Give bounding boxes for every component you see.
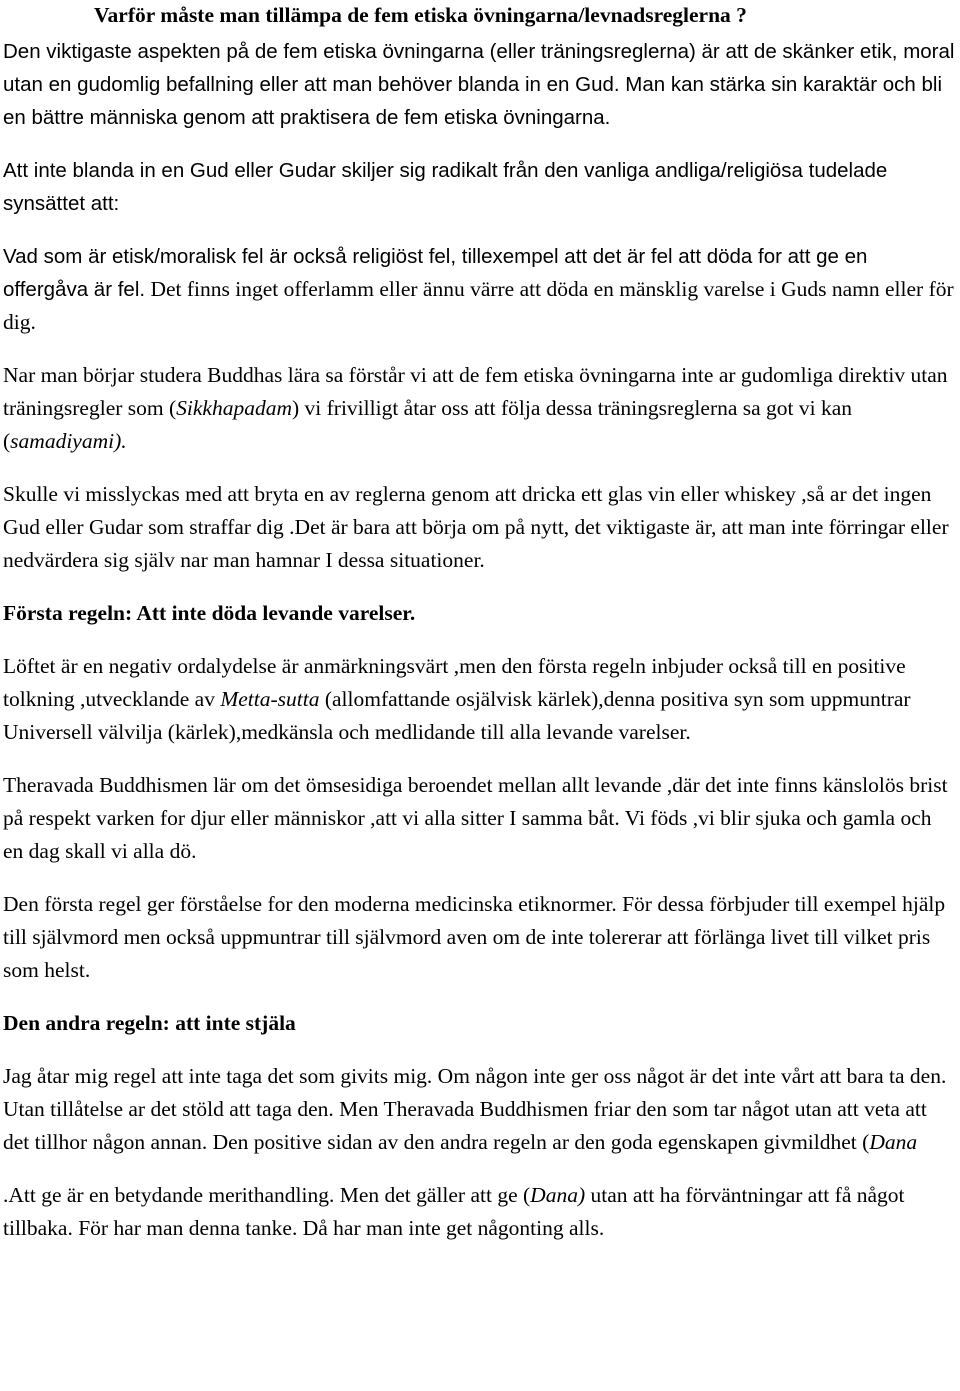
- text-span: Löftet är en negativ ordalydelse är anmärkningsvärt ,men den första regeln inbjuder också till en positive tolkning ,utvecklande av: [3, 654, 906, 711]
- text-span: (allomfattande osjälvisk kärlek),denna positiva syn som uppmuntrar Universell välvilja (kärlek),medkänsla och medlidande till alla levande varelser.: [3, 687, 911, 744]
- text-span: Jag åtar mig regel att inte taga det som givits mig. Om någon inte ger oss något är det inte vårt att bara ta den. Utan tillåtelse ar det stöld att taga den. Men Theravada Buddhismen friar den som tar något utan att veta att det tillhor någon annan. Den positive sidan av den andra regeln ar den goda egenskapen givmildhet (: [3, 1064, 947, 1154]
- term-metta-sutta: Metta-sutta: [220, 687, 320, 711]
- document-page: [3, 0, 957, 1245]
- document-title: Varför måste man tillämpa de fem etiska övningarna/levnadsreglerna ?: [94, 3, 747, 27]
- text-span: .Att ge är en betydande merithandling. Men det gäller att ge (: [3, 1183, 531, 1207]
- paragraph-not-stealing: [3, 1060, 957, 1159]
- paragraph-theravada: Theravada Buddhismen lär om det ömsesidiga beroendet mellan allt levande ,där det inte finns känslolös brist på respekt varken for djur eller människor ,att vi alla sitter I samma båt. Vi föds ,vi blir sjuka och gamla och en dag skall vi alla dö.: [3, 773, 948, 863]
- paragraph-metta: [3, 650, 957, 749]
- paragraph-intro: Den viktigaste aspekten på de fem etiska övningarna (eller träningsreglerna) är att de skänker etik, moral utan en gudomlig befallning eller att man behöver blanda in en Gud. Man kan stärka sin karaktär och bli en bättre människa genom att praktisera de fem etiska övningarna.: [3, 40, 955, 129]
- term-dana: Dana: [869, 1130, 918, 1154]
- paragraph-moral-wrong-part1: Vad som är etisk/moralisk fel är också religiöst fel, tillexempel att det är fel att döda for att ge en offergåva är fel.: [3, 245, 868, 301]
- term-sikkhapadam: Sikkhapadam: [176, 396, 292, 420]
- term-dana-2: Dana): [530, 1183, 586, 1207]
- text-span: Nar man börjar studera Buddhas lära sa förstår vi att de fem etiska övningarna inte ar gudomliga direktiv utan träningsregler som (: [3, 363, 948, 420]
- heading-first-precept: Första regeln: Att inte döda levande varelser.: [3, 601, 416, 625]
- paragraph-buddha-teaching: [3, 359, 957, 458]
- paragraph-moral-wrong-part2: Det finns inget offerlamm eller ännu värre att döda en mänsklig varelse i Guds namn eller för dig.: [3, 277, 954, 334]
- paragraph-failure: Skulle vi misslyckas med att bryta en av reglerna genom att dricka ett glas vin eller whiskey ,så ar det ingen Gud eller Gudar som straffar dig .Det är bara att börja om på nytt, det viktigaste är, att man inte förringar eller nedvärdera sig själv nar man hamnar I dessa situationer.: [3, 482, 949, 572]
- paragraph-moral-wrong: [3, 240, 957, 339]
- paragraph-medical-ethics: Den första regel ger förståelse for den moderna medicinska etiknormer. För dessa förbjuder till exempel hjälp till självmord men också uppmuntrar till självmord aven om de inte tolererar att förlänga livet till vilket pris som helst.: [3, 892, 946, 982]
- term-samadiyami: samadiyami).: [10, 429, 127, 453]
- text-span: utan att ha förväntningar att få något tillbaka. För har man denna tanke. Då har man inte get någonting alls.: [3, 1183, 905, 1240]
- paragraph-giving: [3, 1179, 957, 1245]
- text-span: ) vi frivilligt åtar oss att följa dessa träningsreglerna sa got vi kan (: [3, 396, 853, 453]
- heading-second-precept: Den andra regeln: att inte stjäla: [3, 1011, 296, 1035]
- paragraph-no-god: Att inte blanda in en Gud eller Gudar skiljer sig radikalt från den vanliga andliga/religiösa tudelade synsättet att:: [3, 159, 888, 215]
